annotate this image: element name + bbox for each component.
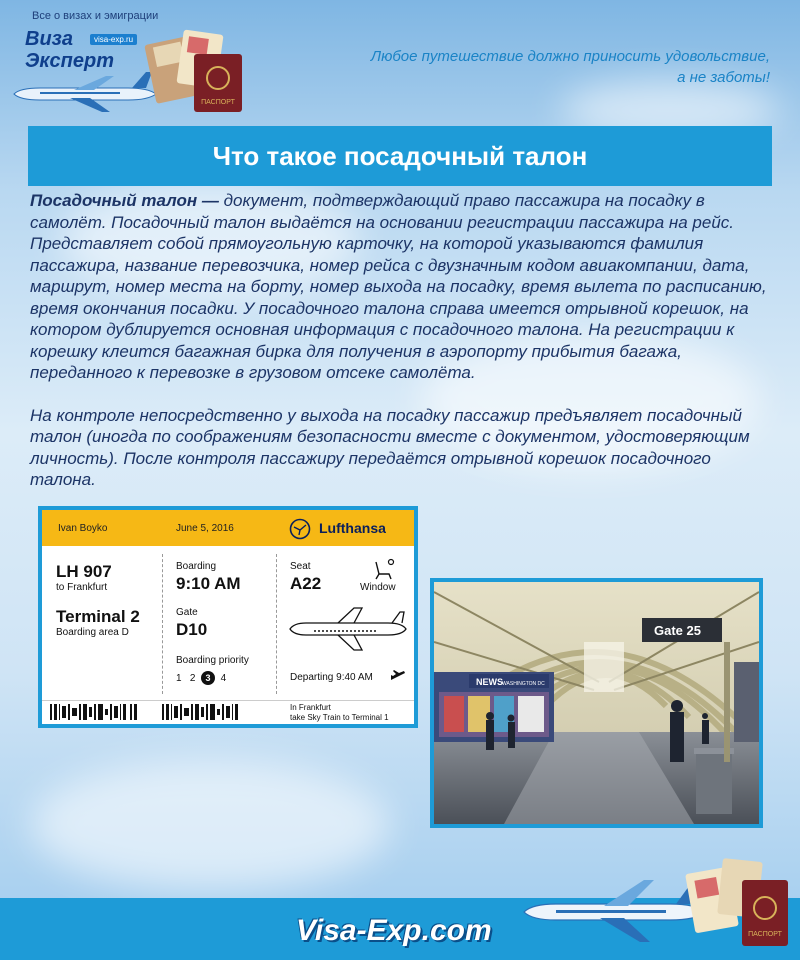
seat-icon	[370, 558, 396, 582]
logo-title-line1: Виза	[25, 28, 73, 50]
seat-number: A22	[290, 574, 322, 593]
airplane-icon	[10, 64, 160, 114]
destination: to Frankfurt	[56, 582, 108, 593]
pass-bottom-divider	[42, 700, 414, 701]
boarding-pass-image	[38, 506, 418, 728]
gate-number: D10	[176, 620, 208, 639]
seat-label: Seat	[290, 561, 311, 572]
priority-option: 1	[176, 673, 182, 684]
article-title-bar	[28, 126, 772, 186]
pass-note-line2: take Sky Train to Terminal 1	[290, 713, 389, 722]
boarding-area: Boarding area D	[56, 627, 129, 638]
airline-name: Lufthansa	[319, 520, 386, 536]
article-paragraph-2: На контроле непосредственно у выхода на посадку пассажир предъявляет посадочный талон (иногда по соображениям безопасности вместе с документом, удостоверяющим личность). После контроля пассажиру передаётся отрывной корешок посадочного талона.	[30, 405, 750, 489]
passport-cover-label: ПАСПОРТ	[201, 99, 235, 106]
departure-time: Departing 9:40 AM	[290, 672, 373, 683]
barcode-icon	[162, 704, 262, 720]
terminal: Terminal 2	[56, 607, 140, 626]
footer-airplane-passports-icon	[520, 850, 790, 950]
article-title: Что такое посадочный талон	[212, 141, 588, 171]
article-paragraph-1	[30, 190, 774, 384]
departure-plane-icon	[390, 669, 406, 683]
article-term: Посадочный талон —	[30, 191, 219, 210]
airplane-outline-icon	[288, 606, 408, 652]
logo-title-line2: Эксперт	[25, 50, 114, 72]
priority-option: 2	[189, 673, 196, 684]
pass-note	[290, 703, 389, 723]
boarding-label: Boarding	[176, 561, 217, 572]
footer-passport-label: ПАСПОРТ	[748, 931, 782, 938]
gate-sign: Gate 25	[654, 623, 701, 638]
priority-label: Boarding priority	[176, 655, 249, 666]
pass-note-line1: In Frankfurt	[290, 703, 331, 712]
boarding-pass-header	[42, 510, 414, 546]
store-sign: NEWS	[476, 677, 503, 687]
column-divider	[276, 554, 277, 694]
flight-number: LH 907	[56, 562, 112, 581]
gate-label: Gate	[176, 607, 198, 618]
lufthansa-crane-icon	[289, 518, 311, 540]
store-subsign: WASHINGTON DC	[502, 681, 545, 687]
priority-options	[176, 671, 226, 685]
article-paragraph-1-text: документ, подтверждающий право пассажира на посадку в самолёт. Посадочный талон выдаётся на основании регистрации пассажира на рейс. Представляет собой прямоугольную карточку, на которой указываются фамилия пассажира, название перевозчика, номер рейса с двузначным кодом авиакомпании, дата, маршрут, номер места на борту, номер выхода на посадку, время вылета по расписанию, время окончания посадки. У посадочного талона справа имеется отрывной корешок, на котором дублируется основная информация с посадочного талона. На регистрации к корешку клеится багажная бирка для получения в аэропорту прибытия багажа, переданного к перевозке в грузовом отсеке самолёта.	[30, 191, 767, 382]
background-cloud	[30, 760, 390, 890]
airport-photo	[430, 578, 763, 828]
barcode-icon	[50, 704, 150, 720]
passenger-name: Ivan Boyko	[58, 523, 108, 534]
logo-tagline: Все о визах и эмиграции	[32, 10, 159, 22]
priority-option: 4	[220, 673, 227, 684]
site-slogan	[300, 46, 770, 88]
seat-type: Window	[360, 582, 396, 593]
boarding-time: 9:10 AM	[176, 574, 241, 593]
passports-icon	[140, 24, 250, 114]
slogan-line1: Любое путешествие должно приносить удовольствие,	[370, 48, 770, 65]
column-divider	[162, 554, 163, 694]
flight-date: June 5, 2016	[176, 523, 234, 534]
article-body	[30, 190, 774, 512]
logo-url-badge: visa-exp.ru	[90, 34, 137, 45]
priority-selected: 3	[201, 671, 215, 685]
site-logo[interactable]	[10, 4, 310, 122]
slogan-line2: а не заботы!	[677, 69, 770, 86]
airport-terminal-illustration	[434, 582, 759, 824]
footer-site-name[interactable]: Visa-Exp.com	[296, 914, 492, 947]
